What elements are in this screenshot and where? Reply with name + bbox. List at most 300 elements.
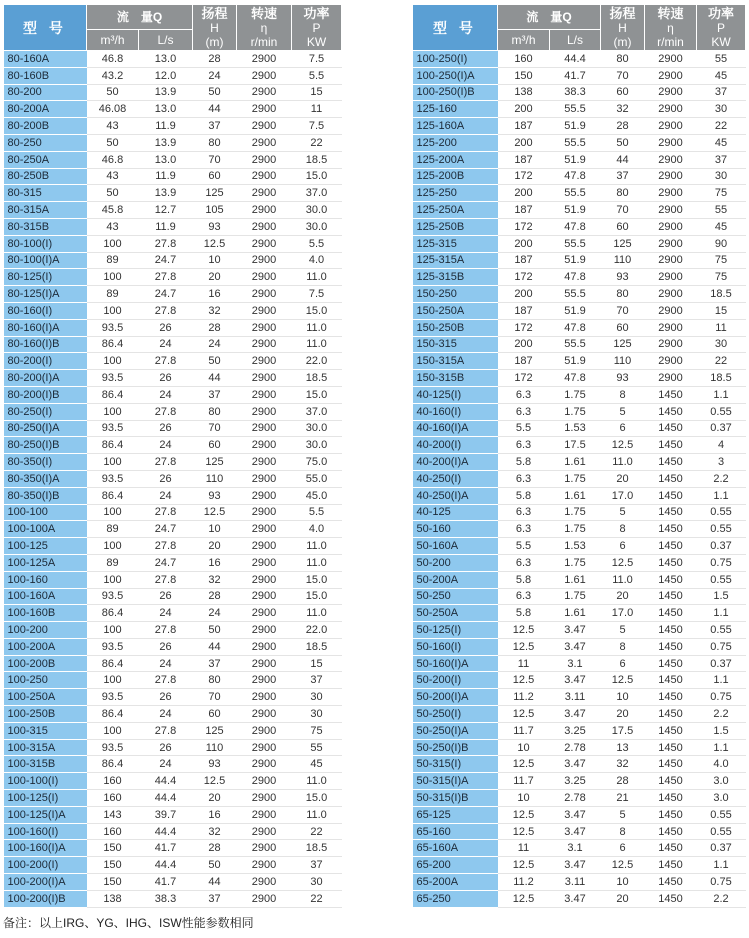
power-cell: 0.55 <box>697 823 746 840</box>
head-cell: 20 <box>601 470 645 487</box>
head-cell: 12.5 <box>601 554 645 571</box>
table-row <box>413 353 746 370</box>
model-cell: 100-200(I)A <box>4 874 87 891</box>
power-cell: 4.0 <box>292 521 342 538</box>
speed-cell: 2900 <box>645 235 697 252</box>
speed-cell: 2900 <box>237 672 292 689</box>
head-cell: 17.0 <box>601 605 645 622</box>
head-cell: 5 <box>601 622 645 639</box>
power-cell: 0.55 <box>697 622 746 639</box>
head-cell: 12.5 <box>601 437 645 454</box>
flow-m3h-cell: 43 <box>87 168 139 185</box>
speed-cell: 2900 <box>645 319 697 336</box>
table-row <box>4 319 342 336</box>
speed-cell: 2900 <box>237 605 292 622</box>
flow-m3h-cell: 5.5 <box>498 420 550 437</box>
head-cell: 12.5 <box>601 672 645 689</box>
flow-m3h-header: m³/h <box>498 30 550 51</box>
head-cell: 20 <box>601 588 645 605</box>
model-cell: 100-160B <box>4 605 87 622</box>
flow-m3h-cell: 43 <box>87 118 139 135</box>
flow-m3h-cell: 172 <box>498 319 550 336</box>
flow-ls-cell: 3.47 <box>550 672 601 689</box>
model-header: 型 号 <box>4 5 87 51</box>
head-cell: 80 <box>193 403 237 420</box>
head-cell: 6 <box>601 655 645 672</box>
model-cell: 125-160 <box>413 101 498 118</box>
flow-ls-cell: 26 <box>139 370 193 387</box>
flow-ls-cell: 24 <box>139 655 193 672</box>
flow-ls-cell: 17.5 <box>550 437 601 454</box>
head-cell: 50 <box>193 622 237 639</box>
table-row <box>413 403 746 420</box>
flow-ls-cell: 3.47 <box>550 706 601 723</box>
speed-cell: 1450 <box>645 538 697 555</box>
model-cell: 80-350(I)A <box>4 470 87 487</box>
flow-m3h-cell: 100 <box>87 722 139 739</box>
speed-cell: 1450 <box>645 403 697 420</box>
flow-m3h-cell: 100 <box>87 235 139 252</box>
power-cell: 11 <box>697 319 746 336</box>
table-row <box>4 84 342 101</box>
power-cell: 5.5 <box>292 67 342 84</box>
speed-cell: 2900 <box>645 218 697 235</box>
flow-ls-cell: 44.4 <box>139 773 193 790</box>
flow-ls-cell: 1.61 <box>550 454 601 471</box>
head-cell: 32 <box>193 302 237 319</box>
power-cell: 11.0 <box>292 336 342 353</box>
flow-m3h-cell: 12.5 <box>498 890 550 907</box>
flow-ls-cell: 13.0 <box>139 151 193 168</box>
speed-header: 转速 η r/min <box>645 5 697 51</box>
model-cell: 100-315B <box>4 756 87 773</box>
head-cell: 125 <box>601 336 645 353</box>
head-cell: 70 <box>193 689 237 706</box>
power-cell: 0.37 <box>697 655 746 672</box>
table-row <box>4 252 342 269</box>
power-cell: 30 <box>697 336 746 353</box>
head-cell: 17.0 <box>601 487 645 504</box>
head-cell: 110 <box>601 353 645 370</box>
model-cell: 150-250A <box>413 302 498 319</box>
flow-m3h-cell: 6.3 <box>498 554 550 571</box>
flow-m3h-cell: 50 <box>87 84 139 101</box>
flow-ls-cell: 3.47 <box>550 756 601 773</box>
table-row <box>4 454 342 471</box>
speed-cell: 1450 <box>645 739 697 756</box>
speed-cell: 2900 <box>645 67 697 84</box>
flow-ls-cell: 27.8 <box>139 235 193 252</box>
flow-m3h-cell: 187 <box>498 151 550 168</box>
model-cell: 100-315A <box>4 739 87 756</box>
speed-cell: 2900 <box>237 571 292 588</box>
speed-cell: 2900 <box>645 269 697 286</box>
flow-ls-cell: 47.8 <box>550 168 601 185</box>
speed-cell: 2900 <box>237 118 292 135</box>
flow-ls-header: L/s <box>139 30 193 51</box>
head-cell: 8 <box>601 386 645 403</box>
head-cell: 44 <box>601 151 645 168</box>
head-cell: 28 <box>193 840 237 857</box>
table-row <box>4 353 342 370</box>
flow-ls-cell: 55.5 <box>550 336 601 353</box>
flow-m3h-cell: 150 <box>87 840 139 857</box>
power-cell: 7.5 <box>292 286 342 303</box>
flow-m3h-cell: 86.4 <box>87 336 139 353</box>
flow-ls-cell: 3.47 <box>550 622 601 639</box>
speed-cell: 2900 <box>237 487 292 504</box>
flow-ls-cell: 24 <box>139 336 193 353</box>
table-row <box>413 252 746 269</box>
flow-ls-cell: 1.53 <box>550 538 601 555</box>
speed-cell: 1450 <box>645 722 697 739</box>
table-row <box>413 470 746 487</box>
speed-header: 转速 η r/min <box>237 5 292 51</box>
speed-cell: 2900 <box>237 739 292 756</box>
flow-m3h-cell: 100 <box>87 403 139 420</box>
power-cell: 0.55 <box>697 571 746 588</box>
speed-cell: 2900 <box>237 134 292 151</box>
table-row <box>4 890 342 907</box>
pump-spec-table-left <box>3 4 342 908</box>
flow-ls-cell: 3.1 <box>550 655 601 672</box>
head-cell: 44 <box>193 874 237 891</box>
flow-ls-cell: 13.9 <box>139 84 193 101</box>
flow-ls-cell: 1.75 <box>550 588 601 605</box>
table-row <box>413 689 746 706</box>
power-cell: 15.0 <box>292 168 342 185</box>
flow-ls-cell: 1.75 <box>550 504 601 521</box>
speed-cell: 1450 <box>645 655 697 672</box>
power-cell: 11.0 <box>292 269 342 286</box>
flow-m3h-cell: 200 <box>498 134 550 151</box>
model-cell: 80-200A <box>4 101 87 118</box>
table-row <box>4 286 342 303</box>
power-cell: 0.55 <box>697 504 746 521</box>
head-cell: 28 <box>601 773 645 790</box>
flow-ls-cell: 13.9 <box>139 185 193 202</box>
head-cell: 20 <box>193 538 237 555</box>
flow-ls-cell: 3.47 <box>550 823 601 840</box>
power-cell: 45 <box>697 218 746 235</box>
power-cell: 30 <box>292 706 342 723</box>
flow-m3h-cell: 187 <box>498 118 550 135</box>
flow-m3h-cell: 200 <box>498 185 550 202</box>
table-row <box>4 437 342 454</box>
flow-ls-cell: 47.8 <box>550 319 601 336</box>
speed-cell: 1450 <box>645 756 697 773</box>
model-cell: 80-160B <box>4 67 87 84</box>
head-cell: 12.5 <box>601 857 645 874</box>
head-cell: 10 <box>601 689 645 706</box>
flow-header: 流 量Q <box>87 5 193 30</box>
model-cell: 65-160A <box>413 840 498 857</box>
flow-m3h-cell: 12.5 <box>498 756 550 773</box>
flow-ls-cell: 38.3 <box>139 890 193 907</box>
model-cell: 100-315 <box>4 722 87 739</box>
model-cell: 100-125(I)A <box>4 806 87 823</box>
power-cell: 22.0 <box>292 353 342 370</box>
table-row <box>4 101 342 118</box>
table-row <box>413 823 746 840</box>
speed-cell: 2900 <box>237 454 292 471</box>
model-cell: 50-160A <box>413 538 498 555</box>
flow-ls-cell: 24 <box>139 605 193 622</box>
head-cell: 6 <box>601 538 645 555</box>
flow-m3h-cell: 12.5 <box>498 638 550 655</box>
power-cell: 37 <box>292 672 342 689</box>
head-cell: 80 <box>601 286 645 303</box>
power-cell: 37.0 <box>292 403 342 420</box>
flow-ls-cell: 51.9 <box>550 252 601 269</box>
model-cell: 40-200(I) <box>413 437 498 454</box>
model-cell: 80-200 <box>4 84 87 101</box>
head-cell: 24 <box>193 67 237 84</box>
power-cell: 3 <box>697 454 746 471</box>
flow-ls-cell: 24 <box>139 437 193 454</box>
speed-cell: 2900 <box>237 890 292 907</box>
model-cell: 40-160(I) <box>413 403 498 420</box>
speed-cell: 2900 <box>237 302 292 319</box>
table-row <box>413 638 746 655</box>
table-row <box>4 739 342 756</box>
speed-cell: 2900 <box>237 218 292 235</box>
flow-m3h-cell: 86.4 <box>87 706 139 723</box>
table-row <box>413 890 746 907</box>
flow-ls-cell: 41.7 <box>139 874 193 891</box>
head-cell: 5 <box>601 806 645 823</box>
flow-m3h-cell: 5.5 <box>498 538 550 555</box>
speed-cell: 1450 <box>645 554 697 571</box>
power-cell: 18.5 <box>697 370 746 387</box>
model-cell: 100-250A <box>4 689 87 706</box>
speed-cell: 2900 <box>645 118 697 135</box>
model-cell: 50-250 <box>413 588 498 605</box>
power-cell: 30 <box>697 101 746 118</box>
flow-m3h-cell: 6.3 <box>498 504 550 521</box>
speed-cell: 2900 <box>237 286 292 303</box>
flow-m3h-cell: 12.5 <box>498 806 550 823</box>
flow-m3h-cell: 11 <box>498 840 550 857</box>
speed-cell: 1450 <box>645 890 697 907</box>
head-cell: 8 <box>601 823 645 840</box>
speed-cell: 2900 <box>237 84 292 101</box>
head-cell: 60 <box>193 168 237 185</box>
flow-ls-cell: 3.47 <box>550 638 601 655</box>
speed-cell: 1450 <box>645 806 697 823</box>
flow-ls-cell: 3.47 <box>550 806 601 823</box>
table-row <box>413 756 746 773</box>
flow-ls-cell: 26 <box>139 470 193 487</box>
flow-ls-cell: 41.7 <box>550 67 601 84</box>
flow-m3h-cell: 12.5 <box>498 622 550 639</box>
flow-header: 流 量Q <box>498 5 601 30</box>
power-cell: 15.0 <box>292 571 342 588</box>
power-cell: 90 <box>697 235 746 252</box>
head-cell: 80 <box>601 51 645 68</box>
speed-cell: 2900 <box>237 51 292 68</box>
model-cell: 40-250(I)A <box>413 487 498 504</box>
model-cell: 80-250(I)B <box>4 437 87 454</box>
model-cell: 80-160(I) <box>4 302 87 319</box>
speed-cell: 2900 <box>645 302 697 319</box>
head-cell: 10 <box>601 874 645 891</box>
table-row <box>413 504 746 521</box>
table-row <box>413 437 746 454</box>
power-cell: 45 <box>292 756 342 773</box>
model-cell: 150-315 <box>413 336 498 353</box>
model-cell: 100-200A <box>4 638 87 655</box>
power-cell: 0.37 <box>697 840 746 857</box>
table-row <box>4 554 342 571</box>
model-cell: 125-250B <box>413 218 498 235</box>
table-row <box>413 118 746 135</box>
power-cell: 7.5 <box>292 118 342 135</box>
flow-m3h-cell: 11 <box>498 655 550 672</box>
speed-cell: 2900 <box>237 168 292 185</box>
flow-ls-cell: 27.8 <box>139 353 193 370</box>
table-row <box>413 790 746 807</box>
speed-cell: 2900 <box>237 538 292 555</box>
speed-cell: 1450 <box>645 874 697 891</box>
table-row <box>413 67 746 84</box>
table-row <box>4 302 342 319</box>
head-cell: 44 <box>193 370 237 387</box>
power-cell: 0.37 <box>697 420 746 437</box>
speed-cell: 2900 <box>237 706 292 723</box>
power-cell: 1.1 <box>697 487 746 504</box>
model-cell: 100-250 <box>4 672 87 689</box>
speed-cell: 1450 <box>645 386 697 403</box>
speed-cell: 2900 <box>237 840 292 857</box>
table-row <box>413 672 746 689</box>
flow-ls-cell: 27.8 <box>139 722 193 739</box>
flow-m3h-cell: 45.8 <box>87 202 139 219</box>
flow-m3h-cell: 5.8 <box>498 571 550 588</box>
speed-cell: 1450 <box>645 588 697 605</box>
flow-ls-cell: 24 <box>139 487 193 504</box>
power-cell: 18.5 <box>292 151 342 168</box>
model-cell: 100-200B <box>4 655 87 672</box>
speed-cell: 2900 <box>237 336 292 353</box>
speed-cell: 2900 <box>237 689 292 706</box>
head-cell: 60 <box>193 437 237 454</box>
model-cell: 100-125A <box>4 554 87 571</box>
power-cell: 11.0 <box>292 319 342 336</box>
speed-cell: 2900 <box>237 504 292 521</box>
flow-m3h-cell: 10 <box>498 790 550 807</box>
table-row <box>413 336 746 353</box>
power-cell: 18.5 <box>292 840 342 857</box>
power-cell: 11 <box>292 101 342 118</box>
flow-ls-cell: 26 <box>139 420 193 437</box>
head-cell: 50 <box>193 857 237 874</box>
flow-m3h-cell: 100 <box>87 454 139 471</box>
speed-cell: 2900 <box>645 252 697 269</box>
head-cell: 70 <box>601 202 645 219</box>
model-cell: 80-350(I)B <box>4 487 87 504</box>
power-cell: 15 <box>292 655 342 672</box>
speed-cell: 2900 <box>645 101 697 118</box>
model-cell: 80-315 <box>4 185 87 202</box>
speed-cell: 1450 <box>645 571 697 588</box>
speed-cell: 2900 <box>237 722 292 739</box>
speed-cell: 2900 <box>645 185 697 202</box>
flow-ls-cell: 2.78 <box>550 739 601 756</box>
model-cell: 80-100(I) <box>4 235 87 252</box>
table-row <box>4 655 342 672</box>
head-cell: 21 <box>601 790 645 807</box>
flow-ls-cell: 51.9 <box>550 202 601 219</box>
model-cell: 150-315B <box>413 370 498 387</box>
model-cell: 100-200 <box>4 622 87 639</box>
speed-cell: 2900 <box>237 655 292 672</box>
table-row <box>413 538 746 555</box>
table-row <box>4 773 342 790</box>
table-row <box>4 269 342 286</box>
flow-m3h-cell: 89 <box>87 286 139 303</box>
head-cell: 60 <box>601 319 645 336</box>
table-row <box>4 168 342 185</box>
flow-ls-cell: 24 <box>139 386 193 403</box>
power-cell: 45.0 <box>292 487 342 504</box>
speed-cell: 2900 <box>237 588 292 605</box>
head-cell: 44 <box>193 638 237 655</box>
head-cell: 93 <box>601 370 645 387</box>
flow-m3h-cell: 11.2 <box>498 689 550 706</box>
flow-m3h-cell: 187 <box>498 252 550 269</box>
head-cell: 93 <box>601 269 645 286</box>
flow-ls-cell: 3.25 <box>550 722 601 739</box>
table-row <box>413 151 746 168</box>
table-row <box>4 470 342 487</box>
power-cell: 4.0 <box>292 252 342 269</box>
model-cell: 125-160A <box>413 118 498 135</box>
power-cell: 5.5 <box>292 235 342 252</box>
table-row <box>413 168 746 185</box>
table-row <box>413 269 746 286</box>
flow-m3h-cell: 172 <box>498 168 550 185</box>
flow-m3h-cell: 5.8 <box>498 487 550 504</box>
head-cell: 70 <box>601 302 645 319</box>
flow-ls-cell: 3.47 <box>550 890 601 907</box>
flow-ls-cell: 1.75 <box>550 386 601 403</box>
model-cell: 80-350(I) <box>4 454 87 471</box>
flow-ls-cell: 26 <box>139 689 193 706</box>
flow-m3h-cell: 86.4 <box>87 605 139 622</box>
table-row <box>4 504 342 521</box>
flow-ls-cell: 1.61 <box>550 605 601 622</box>
model-cell: 65-200 <box>413 857 498 874</box>
model-cell: 65-160 <box>413 823 498 840</box>
flow-ls-cell: 51.9 <box>550 353 601 370</box>
table-row <box>413 739 746 756</box>
power-cell: 45 <box>697 67 746 84</box>
power-cell: 1.1 <box>697 739 746 756</box>
flow-m3h-cell: 12.5 <box>498 857 550 874</box>
power-cell: 15.0 <box>292 588 342 605</box>
speed-cell: 2900 <box>645 151 697 168</box>
flow-ls-cell: 12.7 <box>139 202 193 219</box>
power-cell: 0.75 <box>697 638 746 655</box>
table-row <box>4 722 342 739</box>
head-cell: 70 <box>601 67 645 84</box>
flow-m3h-cell: 6.3 <box>498 403 550 420</box>
head-cell: 80 <box>193 134 237 151</box>
model-cell: 100-250B <box>4 706 87 723</box>
speed-cell: 1450 <box>645 521 697 538</box>
table-row <box>413 51 746 68</box>
